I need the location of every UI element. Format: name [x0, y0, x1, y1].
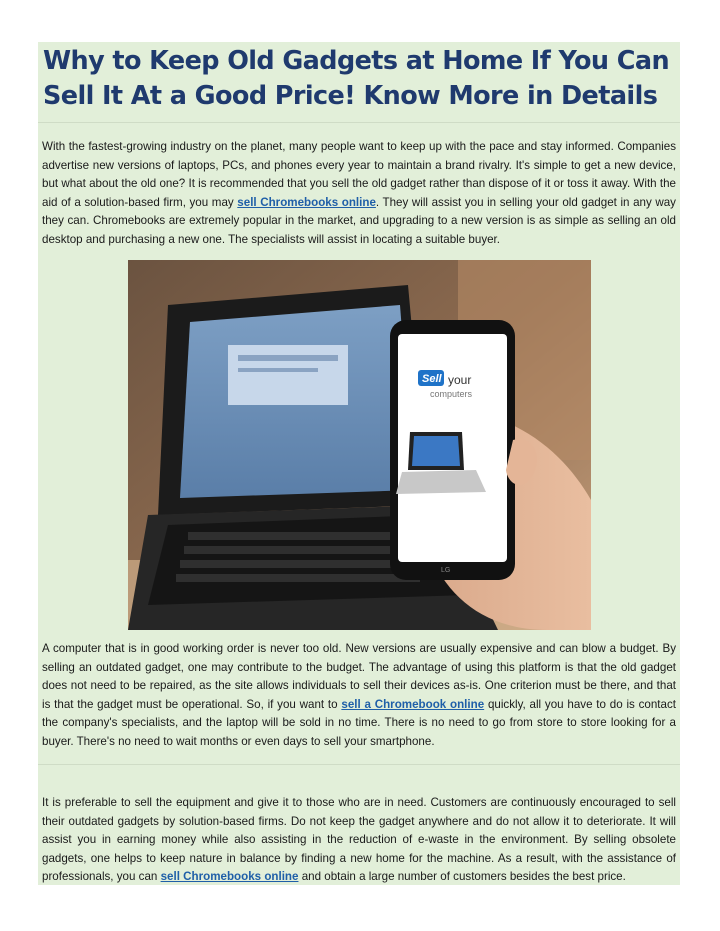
paragraph-3-text-after: and obtain a large number of customers besides the best price. [298, 870, 626, 883]
phone-logo-computers: computers [430, 389, 473, 399]
article-photo [128, 260, 591, 630]
article-title: Why to Keep Old Gadgets at Home If You Can Sell It At a Good Price! Know More in Details [43, 46, 670, 111]
paragraph-2 [42, 640, 676, 751]
paragraph-2-text-before: A computer that is in good working order is never too old. New versions are usually expensive and can blow a budget. By selling an outdated gadget, one may contribute to the budget. The advantage of using this platform is that the old gadget does not need to be repaired, as the site allows individuals to sell their devices as-is. One criterion must be there, and that is that the gadget must be operational. So, if you want to [42, 642, 676, 711]
sell-chromebooks-online-link[interactable]: sell Chromebooks online [237, 195, 376, 209]
paragraph-1-text-after: . They will assist you in selling your old gadget in any way they can. Chromebooks are extremely popular in the market, and upgrading to a new version is as simple as selling an old desktop and purchasing a new one. The specialists will assist in locating a suitable buyer. [42, 195, 676, 246]
paragraph-3-text-before: It is preferable to sell the equipment and give it to those who are in need. Customers are continuously encouraged to sell their outdated gadgets by solution-based firms. Do not keep the gadget anywhere and do not allow it to deteriorate. It will assist you in earning money while also assisting in the reduction of e-waste in the environment. By selling obsolete gadgets, one helps to keep nature in balance by finding a new home for the machine. As a result, with the assistance of professionals, you can [42, 796, 676, 883]
sell-a-chromebook-online-link[interactable]: sell a Chromebook online [341, 697, 485, 711]
paragraph-1-text-before: With the fastest-growing industry on the planet, many people want to keep up with the pace and stay informed. Companies advertise new versions of laptops, PCs, and phones every year to maintain a brand rivalry. It's simple to get a new device, but what about the old one? It is recommended that you sell the old gadget rather than dispose of it or toss it away. With the aid of a solution-based firm, you may [42, 140, 676, 209]
paragraph-1 [42, 138, 676, 249]
laptop-and-phone-illustration [128, 260, 591, 630]
phone-logo-sell: Sell [422, 373, 442, 385]
phone-logo-your: your [448, 373, 472, 387]
divider [38, 764, 680, 765]
document-page [38, 42, 680, 885]
paragraph-2-text-after: quickly, all you have to do is contact the company's specialists, and the laptop will be sold in no time. There is no need to go from store to store looking for a buyer. There's no need to wait months or even days to sell your smartphone. [42, 697, 676, 748]
paragraph-3 [42, 794, 676, 887]
phone-brand-lg: LG [441, 567, 451, 574]
divider [38, 122, 680, 123]
sell-chromebooks-online-link[interactable]: sell Chromebooks online [160, 870, 299, 883]
